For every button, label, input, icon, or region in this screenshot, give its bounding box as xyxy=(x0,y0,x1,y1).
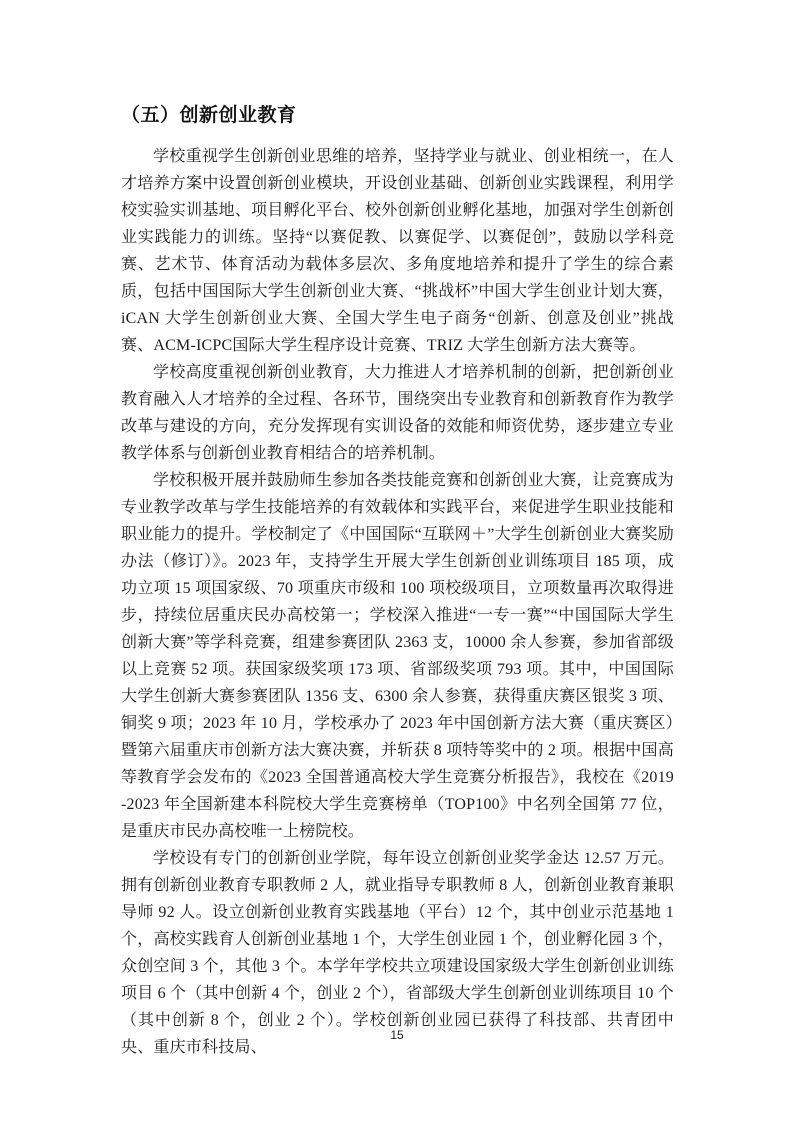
document-body xyxy=(121,104,674,1061)
paragraph-education-mechanism: 学校高度重视创新创业教育，大力推进人才培养机制的创新，把创新创业教育融入人才培养的全过程、各环节，围绕突出专业教育和创新教育作为教学改革与建设的方向，充分发挥现有实训设备的效能和师资优势，逐步建立专业教学体系与创新创业教育相结合的培养机制。 xyxy=(121,364,674,462)
section-heading: （五）创新创业教育 xyxy=(121,105,297,126)
paragraph-competitions: 学校积极开展并鼓励师生参加各类技能竞赛和创新创业大赛，让竞赛成为专业教学改革与学生技能培养的有效载体和实践平台，来促进学生职业技能和职业能力的提升。学校制定了《中国国际“互联网＋”大学生创新创业大赛奖励办法（修订）》。2023 年，支持学生开展大学生创新创业训练项目 185 项，成功立项 15 项国家级、70 项重庆市级和 100 项校级项目，立项数量再次取得进步，持续位居重庆民办高校第一；学校深入推进“一专一赛”“中国国际大学生创新大赛”等学科竞赛，组建参赛团队 2363 支，10000 余人参赛，参加省部级以上竞赛 52 项。获国家级奖项 173 项、省部级奖项 793 项。其中，中国国际大学生创新大赛参赛团队 1356 支、6300 余人参赛，获得重庆赛区银奖 3 项、铜奖 9 项；2023 年 10 月，学校承办了 2023 年中国创新方法大赛（重庆赛区）暨第六届重庆市创新方法大赛决赛，并斩获 8 项特等奖中的 2 项。根据中国高等教育学会发布的《2023 全国普通高校大学生竞赛分析报告》，我校在《2019-2023 年全国新建本科院校大学生竞赛榜单（TOP100》中名列全国第 77 位，是重庆市民办高校唯一上榜院校。 xyxy=(121,472,674,840)
paragraph-overview: 学校重视学生创新创业思维的培养，坚持学业与就业、创业相统一，在人才培养方案中设置创新创业模块，开设创业基础、创新创业实践课程，利用学校实验实训基地、项目孵化平台、校外创新创业孵化基地，加强对学生创新创业实践能力的训练。坚持“以赛促教、以赛促学、以赛促创”，鼓励以学科竞赛、艺术节、体育活动为载体多层次、多角度地培养和提升了学生的综合素质，包括中国国际大学生创新创业大赛、“挑战杯”中国大学生创业计划大赛，iCAN 大学生创新创业大赛、全国大学生电子商务“创新、创意及创业”挑战赛、ACM-ICPC国际大学生程序设计竞赛、TRIZ 大学生创新方法大赛等。 xyxy=(121,148,674,354)
page-number: 15 xyxy=(390,1028,404,1042)
paragraph-college-resources: 学校设有专门的创新创业学院，每年设立创新创业奖学金达 12.57 万元。拥有创新创业教育专职教师 2 人，就业指导专职教师 8 人，创新创业教育兼职导师 92 人。设立创新创业教育实践基地（平台）12 个，其中创业示范基地 1 个，高校实践育人创新创业基地 1 个，大学生创业园 1 个，创业孵化园 3 个，众创空间 3 个，其他 3 个。本学年学校共立项建设国家级大学生创新创业训练项目 6 个（其中创新 4 个，创业 2 个），省部级大学生创新创业训练项目 10 个（其中创新 8 个，创业 2 个）。学校创新创业园已获得了科技部、共青团中央、重庆市科技局、 xyxy=(121,850,674,1056)
